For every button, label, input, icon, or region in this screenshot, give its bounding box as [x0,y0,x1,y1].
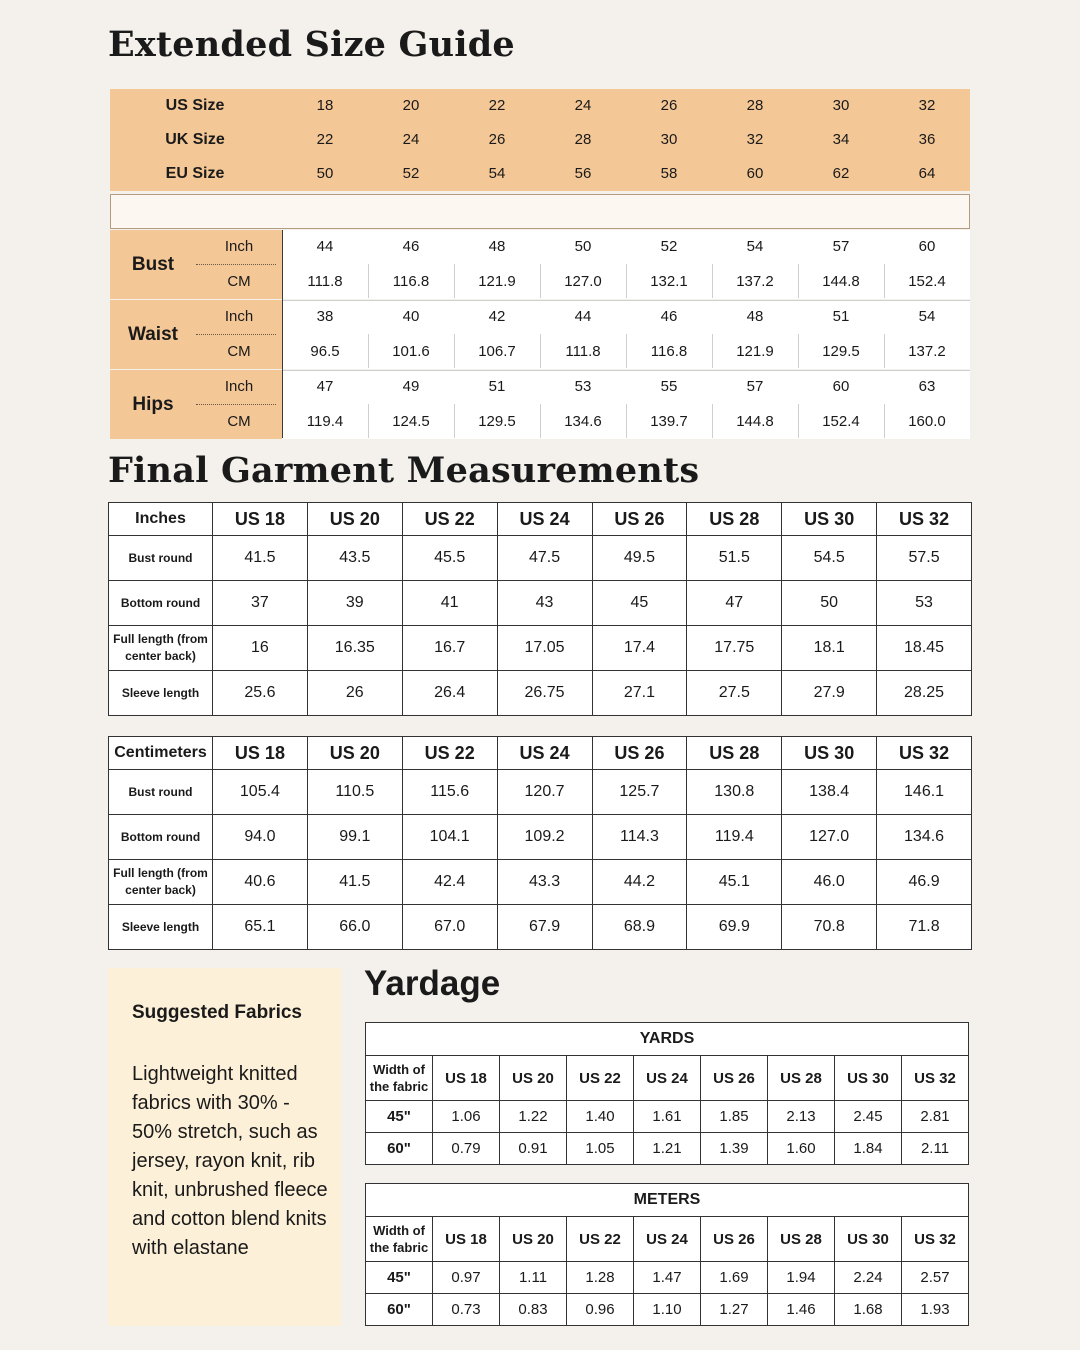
table-row [109,671,972,716]
measurement-label-cell [110,300,282,369]
measurement-values [282,370,970,439]
measurement-value: 27.5 [687,671,782,716]
measurement-value: 130.8 [687,770,782,815]
inch-value: 48 [488,238,506,255]
inch-value: 40 [402,308,420,325]
measurement-value: 46.0 [782,860,877,905]
measurement-value: 125.7 [592,770,687,815]
cell-divider [712,334,713,368]
inch-value: 52 [660,238,678,255]
table-row [366,1133,969,1165]
measurement-value: 114.3 [592,815,687,860]
unit-inch-label: Inch [224,378,254,395]
garment-inches-table [108,502,972,716]
size-value: 64 [918,165,936,182]
row-label: Bust round [109,536,213,581]
bust-group [110,230,970,299]
yardage-value: 1.10 [634,1294,701,1326]
measurement-name: Waist [128,324,178,345]
row-label: UK Size [165,131,225,148]
suggested-fabrics-panel [108,968,341,1326]
size-value: 62 [832,165,850,182]
size-value: 56 [574,165,592,182]
cell-divider [540,404,541,438]
measurement-value: 99.1 [307,815,402,860]
measurement-value: 47.5 [497,536,592,581]
measurement-value: 69.9 [687,905,782,950]
cell-divider [798,404,799,438]
measurement-value: 120.7 [497,770,592,815]
cm-value: 129.5 [478,413,516,430]
measurement-label-cell [110,230,282,299]
cm-value: 116.8 [392,273,430,290]
inch-value: 44 [316,238,334,255]
fabrics-title: Suggested Fabrics [132,1002,302,1023]
measurement-value: 45.1 [687,860,782,905]
inch-value: 53 [574,378,592,395]
cell-divider [368,334,369,368]
cell-divider [368,404,369,438]
cm-value: 152.4 [822,413,860,430]
cm-value: 106.7 [478,343,516,360]
row-label: Bottom round [109,815,213,860]
row-label: US Size [165,97,225,114]
measurement-value: 57.5 [877,536,972,581]
size-header: US 20 [500,1217,567,1262]
size-header: US 18 [433,1217,500,1262]
measurement-value: 26.4 [402,671,497,716]
size-header: US 24 [497,503,592,536]
cm-value: 137.2 [908,343,946,360]
measurement-value: 54.5 [782,536,877,581]
column-divider [282,230,283,438]
size-value: 24 [574,97,592,114]
size-header: US 26 [701,1217,768,1262]
yardage-title: Yardage [364,964,501,1003]
size-header: US 26 [592,737,687,770]
yardage-meters-table [365,1183,969,1326]
cm-value: 160.0 [908,413,946,430]
measurement-value: 27.9 [782,671,877,716]
measurement-name: Hips [132,394,174,415]
size-header: US 22 [402,503,497,536]
cell-divider [798,264,799,298]
size-header: US 18 [213,503,308,536]
size-header: US 30 [782,503,877,536]
measurement-value: 18.45 [877,626,972,671]
cm-value: 111.8 [565,343,601,360]
size-guide-title: Extended Size Guide [108,24,515,65]
table-row [109,536,972,581]
row-label: Bust round [109,770,213,815]
inch-value: 55 [660,378,678,395]
size-header: US 30 [835,1217,902,1262]
size-value: 52 [402,165,420,182]
measurement-value: 25.6 [213,671,308,716]
row-label: Bottom round [109,581,213,626]
measurement-value: 68.9 [592,905,687,950]
cell-divider [884,264,885,298]
cm-value: 144.8 [736,413,774,430]
meters-caption: METERS [366,1184,969,1217]
measurement-value: 104.1 [402,815,497,860]
inch-value: 51 [488,378,506,395]
unit-header: Inches [109,503,213,536]
size-header: US 28 [768,1217,835,1262]
measurement-value: 53 [877,581,972,626]
separator-band [110,194,970,229]
measurement-value: 27.1 [592,671,687,716]
cell-divider [798,334,799,368]
row-label: EU Size [165,165,225,182]
yardage-value: 1.85 [701,1101,768,1133]
measurement-value: 43.3 [497,860,592,905]
hips-group [110,370,970,439]
size-header: US 30 [835,1056,902,1101]
measurement-value: 40.6 [213,860,308,905]
measurement-value: 17.75 [687,626,782,671]
cell-divider [712,404,713,438]
size-header: US 30 [782,737,877,770]
yardage-value: 1.40 [567,1101,634,1133]
yardage-value: 1.05 [567,1133,634,1165]
cell-divider [626,334,627,368]
unit-inch-label: Inch [224,308,254,325]
cm-value: 134.6 [564,413,602,430]
size-value: 26 [488,131,506,148]
cm-value: 101.6 [392,343,430,360]
inch-value: 38 [316,308,334,325]
yardage-value: 1.22 [500,1101,567,1133]
cm-value: 96.5 [310,343,340,360]
cell-divider [540,334,541,368]
inch-value: 60 [832,378,850,395]
yardage-value: 2.57 [902,1262,969,1294]
size-value: 30 [832,97,850,114]
table-row [109,905,972,950]
cm-value: 111.8 [307,273,343,290]
cm-value: 139.7 [650,413,688,430]
cm-value: 121.9 [478,273,516,290]
measurement-value: 39 [307,581,402,626]
yardage-value: 0.73 [433,1294,500,1326]
row-label: Sleeve length [109,905,213,950]
measurement-value: 67.0 [402,905,497,950]
table-row [109,860,972,905]
fabric-width: 45" [366,1101,433,1133]
cell-divider [454,334,455,368]
size-value: 24 [402,131,420,148]
measurement-value: 17.4 [592,626,687,671]
yardage-value: 0.83 [500,1294,567,1326]
measurement-value: 43.5 [307,536,402,581]
table-row [366,1101,969,1133]
inch-value: 60 [918,238,936,255]
size-value: 58 [660,165,678,182]
yardage-value: 1.94 [768,1262,835,1294]
measurement-value: 66.0 [307,905,402,950]
size-header: US 22 [402,737,497,770]
size-header: US 26 [701,1056,768,1101]
cell-divider [884,404,885,438]
measurement-value: 105.4 [213,770,308,815]
inch-value: 57 [832,238,850,255]
unit-header: Centimeters [109,737,213,770]
size-header: US 18 [433,1056,500,1101]
measurement-name: Bust [131,254,175,275]
measurement-value: 119.4 [687,815,782,860]
measurement-value: 44.2 [592,860,687,905]
cm-value: 137.2 [736,273,774,290]
yardage-value: 0.96 [567,1294,634,1326]
measurement-value: 41.5 [213,536,308,581]
uk-size-row [110,123,970,157]
yardage-value: 1.68 [835,1294,902,1326]
measurement-value: 16.35 [307,626,402,671]
size-header: US 26 [592,503,687,536]
measurement-value: 43 [497,581,592,626]
inch-value: 57 [746,378,764,395]
measurement-value: 134.6 [877,815,972,860]
yardage-value: 2.13 [768,1101,835,1133]
yardage-value: 1.61 [634,1101,701,1133]
measurement-value: 146.1 [877,770,972,815]
table-row [109,626,972,671]
inch-value: 48 [746,308,764,325]
cm-value: 144.8 [822,273,860,290]
cm-value: 124.5 [392,413,430,430]
table-row [109,581,972,626]
cell-divider [712,264,713,298]
size-header: US 22 [567,1217,634,1262]
size-value: 28 [574,131,592,148]
measurement-value: 37 [213,581,308,626]
inch-value: 63 [918,378,936,395]
measurement-value: 46.9 [877,860,972,905]
cm-value: 121.9 [736,343,774,360]
eu-size-row [110,157,970,191]
yardage-value: 2.24 [835,1262,902,1294]
yards-caption: YARDS [366,1023,969,1056]
size-header: US 28 [687,503,782,536]
cm-value: 119.4 [306,413,344,430]
measurement-value: 41 [402,581,497,626]
yardage-value: 1.46 [768,1294,835,1326]
cell-divider [540,264,541,298]
cell-divider [454,404,455,438]
size-header: US 24 [497,737,592,770]
size-header: US 28 [687,737,782,770]
table-row [109,770,972,815]
cell-divider [368,264,369,298]
measurement-value: 42.4 [402,860,497,905]
cell-divider [454,264,455,298]
width-label: Width of the fabric [366,1217,433,1262]
table-row [109,815,972,860]
cm-value: 152.4 [908,273,946,290]
inch-value: 54 [918,308,936,325]
measurement-value: 26 [307,671,402,716]
measurement-value: 67.9 [497,905,592,950]
measurement-value: 71.8 [877,905,972,950]
size-header: US 20 [500,1056,567,1101]
garment-centimeters-table [108,736,972,950]
size-header: US 20 [307,737,402,770]
cm-value: 127.0 [564,273,602,290]
measurement-value: 138.4 [782,770,877,815]
row-label: Full length (from center back) [109,860,213,905]
yardage-value: 1.28 [567,1262,634,1294]
size-value: 32 [918,97,936,114]
cm-value: 129.5 [822,343,860,360]
inch-value: 42 [488,308,506,325]
yardage-value: 1.69 [701,1262,768,1294]
size-value: 22 [488,97,506,114]
cm-value: 116.8 [650,343,688,360]
width-label: Width of the fabric [366,1056,433,1101]
yardage-value: 1.27 [701,1294,768,1326]
fabric-width: 45" [366,1262,433,1294]
size-guide-table [110,89,970,430]
size-value: 50 [316,165,334,182]
size-value: 32 [746,131,764,148]
yardage-value: 1.21 [634,1133,701,1165]
body-measurements [110,230,970,438]
size-header: US 32 [902,1056,969,1101]
size-conversion-header [110,89,970,191]
yardage-value: 1.84 [835,1133,902,1165]
fabric-width: 60" [366,1133,433,1165]
size-header: US 32 [877,737,972,770]
size-value: 26 [660,97,678,114]
measurement-value: 70.8 [782,905,877,950]
size-header: US 28 [768,1056,835,1101]
yardage-value: 2.45 [835,1101,902,1133]
unit-cm-label: CM [227,343,251,360]
measurement-value: 45.5 [402,536,497,581]
inch-value: 50 [574,238,592,255]
size-header: US 32 [877,503,972,536]
size-header: US 18 [213,737,308,770]
measurement-value: 16 [213,626,308,671]
size-header: US 22 [567,1056,634,1101]
unit-inch-label: Inch [224,238,254,255]
fabric-width: 60" [366,1294,433,1326]
cell-divider [626,264,627,298]
size-value: 60 [746,165,764,182]
yardage-yards-table [365,1022,969,1165]
cell-divider [884,334,885,368]
size-value: 36 [918,131,936,148]
yardage-value: 1.60 [768,1133,835,1165]
measurement-value: 94.0 [213,815,308,860]
measurement-value: 127.0 [782,815,877,860]
measurement-values [282,230,970,299]
inch-value: 47 [316,378,334,395]
waist-group [110,300,970,369]
measurement-value: 51.5 [687,536,782,581]
size-value: 20 [402,97,420,114]
row-label: Sleeve length [109,671,213,716]
inch-value: 46 [660,308,678,325]
inch-value: 44 [574,308,592,325]
measurement-value: 41.5 [307,860,402,905]
measurement-value: 110.5 [307,770,402,815]
yardage-value: 2.11 [902,1133,969,1165]
cm-value: 132.1 [650,273,688,290]
inch-value: 54 [746,238,764,255]
size-header: US 20 [307,503,402,536]
table-row [366,1294,969,1326]
inch-value: 49 [402,378,420,395]
size-value: 30 [660,131,678,148]
inch-value: 51 [832,308,850,325]
table-row [366,1262,969,1294]
yardage-value: 1.47 [634,1262,701,1294]
yardage-value: 1.11 [500,1262,567,1294]
unit-cm-label: CM [227,273,251,290]
cell-divider [626,404,627,438]
measurement-value: 16.7 [402,626,497,671]
size-value: 28 [746,97,764,114]
yardage-value: 0.97 [433,1262,500,1294]
size-header: US 24 [634,1056,701,1101]
yardage-value: 1.93 [902,1294,969,1326]
measurement-value: 28.25 [877,671,972,716]
unit-cm-label: CM [227,413,251,430]
yardage-value: 2.81 [902,1101,969,1133]
measurement-value: 109.2 [497,815,592,860]
row-label: Full length (from center back) [109,626,213,671]
measurement-value: 115.6 [402,770,497,815]
measurement-value: 50 [782,581,877,626]
size-value: 22 [316,131,334,148]
measurement-value: 65.1 [213,905,308,950]
garment-title: Final Garment Measurements [108,450,700,491]
size-value: 54 [488,165,506,182]
size-value: 18 [316,97,334,114]
yardage-value: 1.06 [433,1101,500,1133]
yardage-value: 0.79 [433,1133,500,1165]
size-header: US 24 [634,1217,701,1262]
size-header: US 32 [902,1217,969,1262]
measurement-value: 26.75 [497,671,592,716]
size-value: 34 [832,131,850,148]
us-size-row [110,89,970,123]
measurement-value: 17.05 [497,626,592,671]
measurement-value: 45 [592,581,687,626]
yardage-value: 0.91 [500,1133,567,1165]
inch-value: 46 [402,238,420,255]
measurement-value: 49.5 [592,536,687,581]
measurement-label-cell [110,370,282,439]
measurement-values [282,300,970,369]
measurement-value: 18.1 [782,626,877,671]
measurement-value: 47 [687,581,782,626]
fabrics-description: Lightweight knitted fabrics with 30% - 50% stretch, such as jersey, rayon knit, rib knit, unbrushed fleece and cotton blend knits with elastane [132,1063,328,1259]
yardage-value: 1.39 [701,1133,768,1165]
